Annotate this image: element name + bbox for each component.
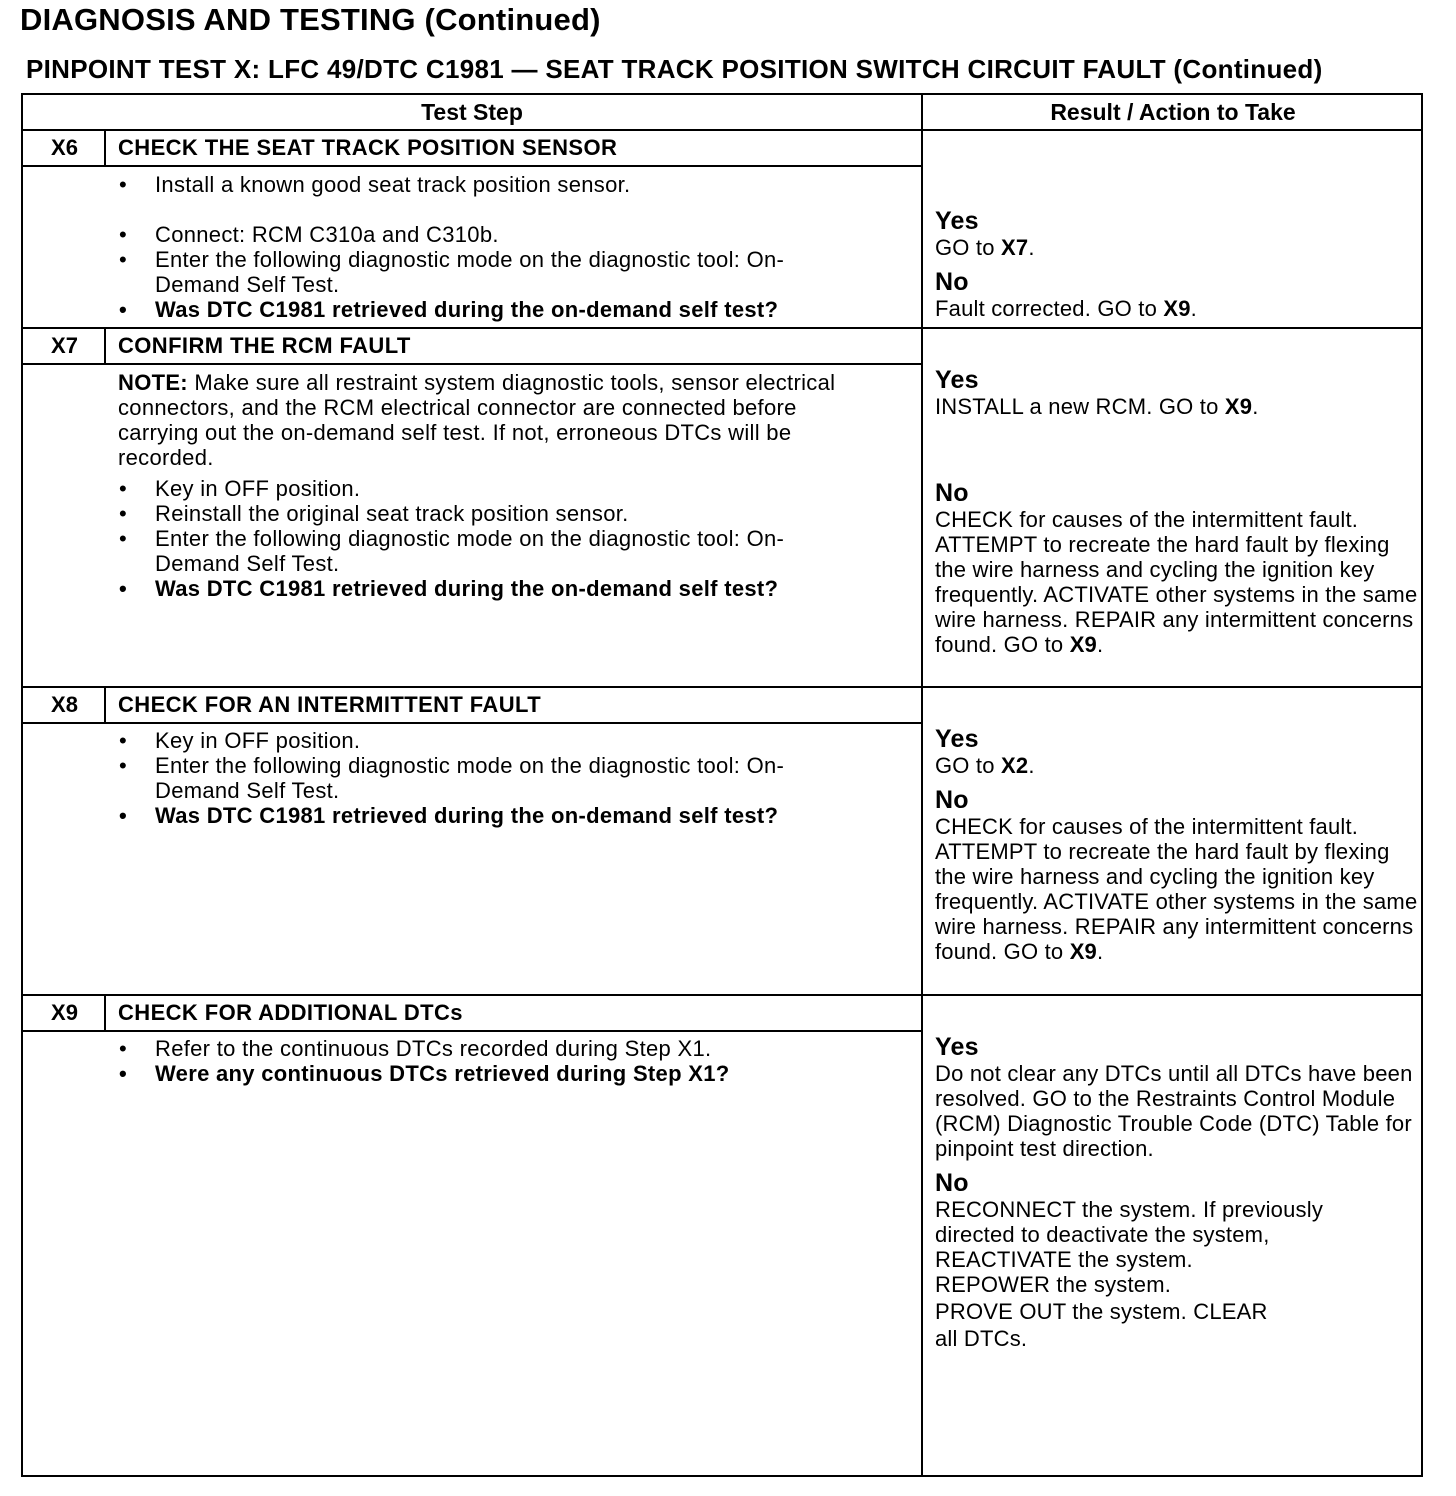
result-no-line: all DTCs. (935, 1326, 1028, 1351)
result-no-action: CHECK for causes of the intermittent fault. ATTEMPT to recreate the hard fault by flexing the wire harness and cycling the ignition key frequently. ACTIVATE other systems in the same wire harness. REPAIR any intermittent concerns found. GO to X9. (935, 814, 1418, 964)
step-id: X8 (51, 692, 78, 717)
result-yes-label: Yes (935, 1033, 979, 1061)
column-divider (921, 95, 923, 1475)
header-test-step: Test Step (421, 99, 523, 125)
instruction-item: • Install a known good seat track position sensor. (115, 172, 915, 197)
step-title: CHECK FOR ADDITIONAL DTCs (118, 1000, 463, 1025)
instruction-item: • Refer to the continuous DTCs recorded during Step X1. (115, 1036, 915, 1061)
step-instructions (115, 1036, 915, 1086)
step-result (935, 725, 1423, 964)
step-id: X7 (51, 333, 78, 358)
result-yes-action: GO to X2. (935, 753, 1035, 778)
result-yes-label: Yes (935, 725, 979, 753)
result-no-line: REPOWER the system. (935, 1272, 1172, 1297)
instruction-question: • Were any continuous DTCs retrieved during Step X1? (115, 1061, 915, 1086)
instruction-item: • Enter the following diagnostic mode on the diagnostic tool: On-Demand Self Test. (115, 526, 855, 576)
instruction-question: • Was DTC C1981 retrieved during the on-demand self test? (115, 297, 915, 322)
result-no-action: Fault corrected. GO to X9. (935, 296, 1197, 321)
step-id-divider (104, 131, 106, 167)
instruction-question: • Was DTC C1981 retrieved during the on-demand self test? (115, 803, 915, 828)
step-id: X9 (51, 1000, 78, 1025)
step-id-divider (104, 996, 106, 1032)
instruction-item: • Key in OFF position. (115, 728, 915, 753)
step-result (935, 1033, 1423, 1351)
result-no-label: No (935, 268, 969, 296)
step-result (935, 207, 1423, 321)
step-id-divider (104, 688, 106, 724)
step-title-divider (23, 363, 921, 365)
result-yes-label: Yes (935, 207, 979, 235)
step-title: CHECK THE SEAT TRACK POSITION SENSOR (118, 135, 618, 160)
result-yes-action: Do not clear any DTCs until all DTCs have been resolved. GO to the Restraints Control Module (RCM) Diagnostic Trouble Code (DTC) Table for pinpoint test direction. (935, 1061, 1413, 1161)
result-no-label: No (935, 1169, 969, 1197)
instruction-item: • Key in OFF position. (115, 476, 915, 501)
result-no-line: RECONNECT the system. If previously (935, 1197, 1324, 1222)
result-yes-action: INSTALL a new RCM. GO to X9. (935, 394, 1259, 419)
instruction-question: • Was DTC C1981 retrieved during the on-demand self test? (115, 576, 915, 601)
result-no-label: No (935, 786, 969, 814)
result-no-label: No (935, 479, 969, 507)
step-title: CONFIRM THE RCM FAULT (118, 333, 411, 358)
step-id-divider (104, 329, 106, 365)
result-no-line: PROVE OUT the system. CLEAR (935, 1299, 1268, 1324)
step-title-divider (23, 165, 921, 167)
step-result (935, 366, 1423, 657)
step-id: X6 (51, 135, 78, 160)
instruction-item: • Enter the following diagnostic mode on the diagnostic tool: On-Demand Self Test. (115, 247, 855, 297)
page-title: DIAGNOSIS AND TESTING (Continued) (20, 2, 601, 37)
instruction-item: • Reinstall the original seat track position sensor. (115, 501, 915, 526)
step-instructions (115, 728, 915, 828)
pinpoint-test-title: PINPOINT TEST X: LFC 49/DTC C1981 — SEAT TRACK POSITION SWITCH CIRCUIT FAULT (Continued) (26, 54, 1323, 84)
step-title-divider (23, 1030, 921, 1032)
step-note: NOTE: Make sure all restraint system diagnostic tools, sensor electrical connectors, and the RCM electrical connector are connected before carrying out the on-demand self test. If not, erroneous DTCs will be recorded. (118, 370, 836, 470)
result-no-line: REACTIVATE the system. (935, 1247, 1193, 1272)
instruction-item: • Connect: RCM C310a and C310b. (115, 222, 915, 247)
step-title-divider (23, 722, 921, 724)
step-instructions (115, 476, 915, 601)
result-no-action: CHECK for causes of the intermittent fault. ATTEMPT to recreate the hard fault by flexing the wire harness and cycling the ignition key frequently. ACTIVATE other systems in the same wire harness. REPAIR any intermittent concerns found. GO to X9. (935, 507, 1418, 657)
result-yes-action: GO to X7. (935, 235, 1035, 260)
result-no-line: directed to deactivate the system, (935, 1222, 1270, 1247)
result-yes-label: Yes (935, 366, 979, 394)
instruction-item: • Enter the following diagnostic mode on the diagnostic tool: On-Demand Self Test. (115, 753, 855, 803)
test-table (21, 93, 1423, 1477)
step-instructions (115, 172, 915, 322)
step-title: CHECK FOR AN INTERMITTENT FAULT (118, 692, 542, 717)
header-result: Result / Action to Take (1050, 99, 1296, 125)
